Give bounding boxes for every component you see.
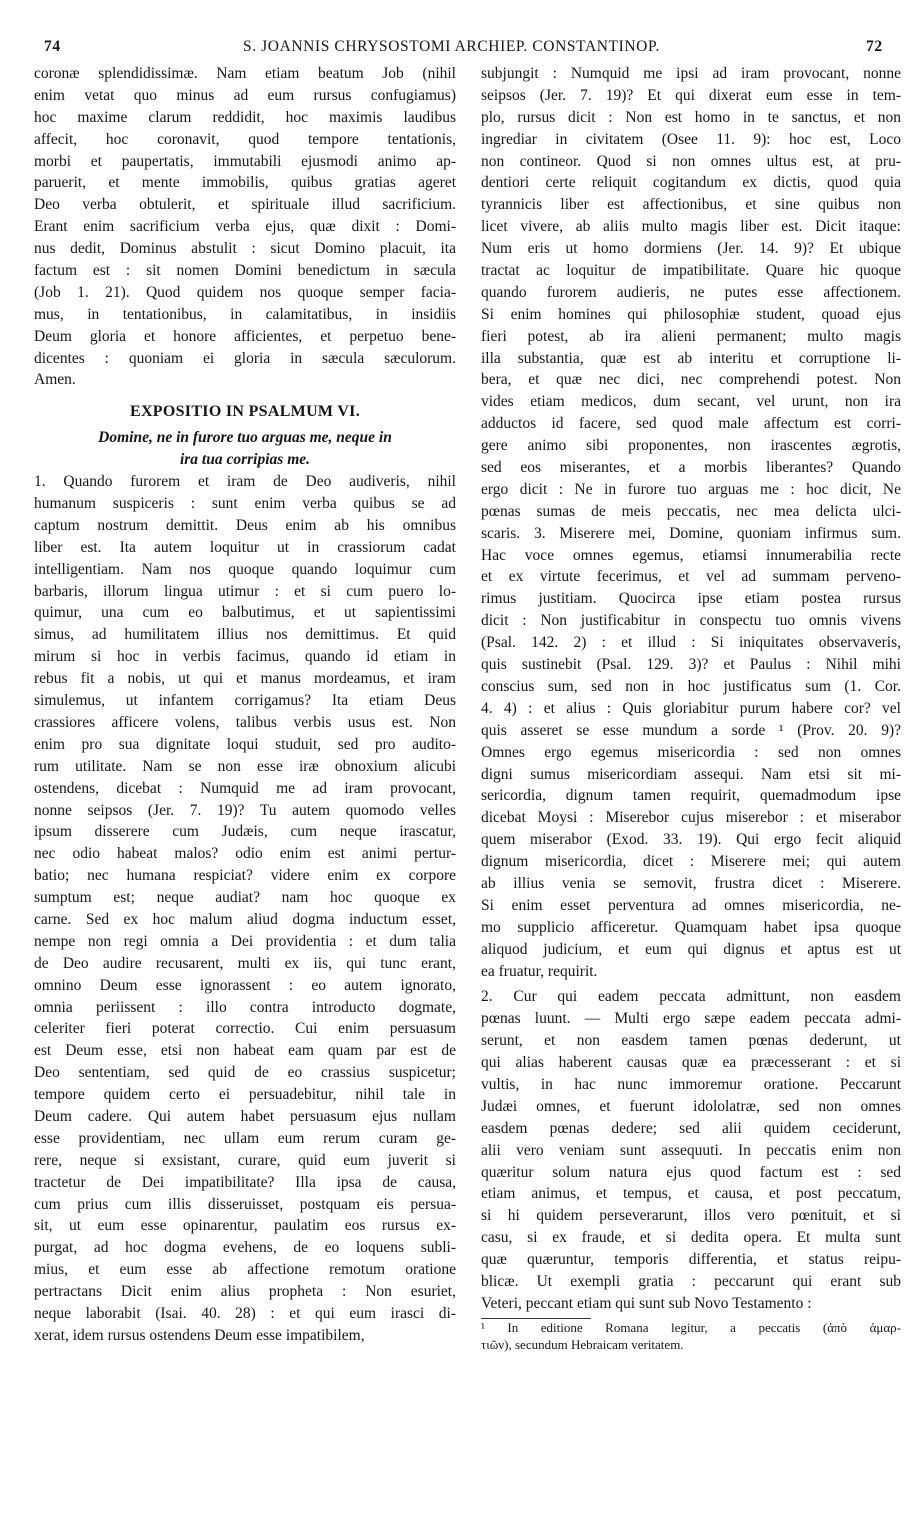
text-line: Deum cadere. Qui autem habet persuasum ejus nullam xyxy=(34,1107,456,1125)
text-line: Erant enim sacrificium verba ejus, quæ dixit : Domi- xyxy=(34,218,456,236)
text-line: plo, rursus dicit : Non est homo in te sanctus, et non xyxy=(481,108,901,126)
text-line: conscius sum, sed non in hoc justificatus sum (1. Cor. xyxy=(481,677,901,695)
text-line: tractetur de Dei impatibilitate? Illa ipsa de causa, xyxy=(34,1173,456,1191)
text-line: ea fruatur, requirit. xyxy=(481,962,598,980)
text-line: qui alias haberent causas quæ ea præcesserant : et si xyxy=(481,1054,901,1072)
text-line: Si enim esset perventura ad omnes misericordia, ne- xyxy=(481,896,901,914)
text-line: subjungit : Numquid me ipsi ad iram provocant, nonne xyxy=(481,65,901,82)
text-line: est Deum esse, etsi non habeat eam quam par est de xyxy=(34,1042,456,1060)
text-line: rimus justitiam. Quocirca ipse etiam postea rursus xyxy=(481,590,901,608)
text-line: bera, et quæ nec dici, nec comprehendi potest. Non xyxy=(481,371,901,389)
paragraph-expositio xyxy=(34,471,456,1347)
footnote xyxy=(481,1319,901,1353)
text-line: adductos id facere, sed quod male affectum est corri- xyxy=(481,415,901,433)
text-line: seipsos (Jer. 7. 19)? Et qui dixerat eum esse in tem- xyxy=(481,86,901,104)
text-line: etiam animus, et tempus, et causa, et post peccatum, xyxy=(481,1185,901,1203)
text-line: Deo sententiam, sed quid de eo crassius suspicetur; xyxy=(34,1064,456,1082)
text-line: dentiori certe reliquit cogitandum ex dictis, quod quia xyxy=(481,174,901,192)
text-line: aliquod judicium, et eum qui dignus et aptus est ut xyxy=(481,940,901,958)
text-line: xerat, idem rursus ostendens Deum esse impatibilem, xyxy=(34,1326,365,1344)
text-line: quæritur solum natura ejus quod factum est : sed xyxy=(481,1163,901,1181)
text-line: gere animo sibi proponentes, non irascentes ægrotis, xyxy=(481,437,901,455)
text-line: captum nostrum demittit. Deus enim ab his omnibus xyxy=(34,516,456,534)
text-line: morbi et paupertatis, immutabili ejusmodi animo ap- xyxy=(34,152,456,170)
paragraph-job xyxy=(34,63,456,391)
page-number-left: 74 xyxy=(44,38,61,55)
text-line: rebus fit a nobis, ut qui et manus mordeamus, et iram xyxy=(34,670,456,688)
text-line: alii vero veniam sunt assequuti. In peccatis enim non xyxy=(481,1141,901,1159)
text-line: dicit : Non justificabitur in conspectu tuo omnis vivens xyxy=(481,612,901,630)
text-line: barbaris, illorum lingua utimur : et si cum puero lo- xyxy=(34,582,456,600)
text-line: sumptum est; neque audiat? nam hoc quoque ex xyxy=(34,889,456,907)
text-line: rere, neque si exsistant, curare, quid eum juverit si xyxy=(34,1151,456,1169)
text-line: neque laborabit (Isai. 40. 28) : et qui eum irasci di- xyxy=(34,1304,456,1322)
running-title: S. JOANNIS CHRYSOSTOMI ARCHIEP. CONSTANTINOP. xyxy=(243,38,660,55)
text-line: sit, ut eum esse opinarentur, paulatim eos rursus ex- xyxy=(34,1217,456,1235)
section-title: EXPOSITIO IN PSALMUM VI. xyxy=(129,403,361,421)
text-line: quis asseret se esse mundum a sorde ¹ (Prov. 20. 9)? xyxy=(481,721,901,739)
text-line: ergo dicit : Ne in furore tuo arguas me : hoc dicit, Ne xyxy=(481,480,901,498)
text-line: easdem pœnas dedere; sed alii quidem ceciderunt, xyxy=(481,1119,901,1137)
text-line: tempore quidem certo ei persuadebitur, nihil tale in xyxy=(34,1086,456,1104)
text-line: licet vivere, ab aliis multo magis liber est. Dicit itaque: xyxy=(481,218,901,236)
text-line: enim pro sua dignitate loqui studuit, sed pro audito- xyxy=(34,735,456,753)
text-line: quando furorem audieris, ne putes esse affectionem. xyxy=(481,283,901,301)
text-line: Judæi omnes, et fuerunt idololatræ, sed non omnes xyxy=(481,1097,901,1115)
text-line: ¹ In editione Romana legitur, a peccatis (ἀπὸ ἁμαρ- xyxy=(481,1319,901,1335)
page-number-right: 72 xyxy=(866,38,883,55)
text-line: tractat ac loquitur de impatibilitate. Quare hic quoque xyxy=(481,262,901,280)
text-line: et ex virtute fecerimus, et vel ad summam perveno- xyxy=(481,568,901,586)
text-line: ingrediar in civitatem (Osee 11. 9): hoc est, Loco xyxy=(481,130,901,148)
text-line: si hi quidem perseverarunt, illos vero pœnituit, et si xyxy=(481,1207,901,1225)
text-line: tyrannicis liber est affectionibus, et sine quibus non xyxy=(481,196,901,214)
text-line: Omnes ergo egemus misericordia : sed non omnes xyxy=(481,743,901,761)
text-line: ira tua corripias me. xyxy=(179,451,311,469)
text-line: pœnas sumas de meis peccatis, nec mea delicta ulci- xyxy=(481,502,901,520)
text-line: paruerit, et mente immobilis, quibus gratias ageret xyxy=(34,174,456,192)
text-line: 1. Quando furorem et iram de Deo audiveris, nihil xyxy=(34,473,456,491)
text-line: mo supplicio afficeretur. Quamquam habet ipsa quoque xyxy=(481,918,901,936)
right-column xyxy=(481,63,901,1353)
text-line: quæ quæruntur, temporis differentia, et status reipu- xyxy=(481,1251,901,1269)
text-line: enim vetat quo minus ad eum rursus confugiamus) xyxy=(34,86,456,104)
text-line: batio; nec humana respiciat? videre enim ex corpore xyxy=(34,867,456,885)
text-line: fieri potest, ab ira alieni permanent; multo magis xyxy=(481,327,901,345)
text-line: Deum gloria et honore afficientes, et perpetuo bene- xyxy=(34,327,456,345)
text-line: nonne seipsos (Jer. 7. 19)? Tu autem quomodo velles xyxy=(34,801,456,819)
text-line: Amen. xyxy=(34,371,76,389)
text-line: omnia periissent : illo contra introducto dogmate, xyxy=(34,998,456,1016)
text-line: dicentes : quoniam ei gloria in sæcula sæculorum. xyxy=(34,349,456,367)
text-line: mus, in tentationibus, in calamitatibus, in insidiis xyxy=(34,305,456,323)
text-line: rum utilitate. Nam se non esse iræ obnoxium alicubi xyxy=(34,757,456,775)
text-line: mirum si hoc in verbis facimus, quando id etiam in xyxy=(34,648,456,666)
text-line: affecit, hoc coronavit, quod tempore tentationis, xyxy=(34,130,456,148)
text-line: ostendens, dicebat : Numquid me ad iram provocant, xyxy=(34,779,456,797)
text-line: de Deo audire recusarent, multi ex iis, qui tunc erant, xyxy=(34,954,456,972)
text-line: casu, si ex fraude, et si dedita opera. Et multa sunt xyxy=(481,1229,901,1247)
text-line: intelligentiam. Nam nos quoque quando loquimur cum xyxy=(34,560,456,578)
text-line: esse providentiam, nec ullam eum rerum curam ge- xyxy=(34,1129,456,1147)
text-line: blicæ. Ut exempli gratia : peccarunt qui erant sub xyxy=(481,1272,901,1290)
text-line: nus dedit, Dominus abstulit : sicut Domino placuit, ita xyxy=(34,240,456,258)
text-line: (Psal. 142. 2) : et illud : Si iniquitates observaveris, xyxy=(481,634,901,652)
text-line: digni sumus misericordiam assequi. Nam etsi sit mi- xyxy=(481,765,901,783)
text-line: mius, et eum esse ab affectione remotum oratione xyxy=(34,1261,456,1279)
text-line: nec odio habeat malos? odio enim est animi pertur- xyxy=(34,845,456,863)
psalm-verse-subtitle xyxy=(34,427,456,471)
text-line: quis sustinebit (Psal. 129. 3)? et Paulus : Nihil mihi xyxy=(481,656,901,674)
text-line: sericordia, dignum tamen requirit, quemadmodum ipse xyxy=(481,787,901,805)
text-line: dicebat Moysi : Miserebor cujus miserebor : et miserabor xyxy=(481,809,901,827)
text-line: humanum suspiceris : sunt enim verba quibus se ad xyxy=(34,495,456,513)
text-line: celeriter fieri poterat correctio. Cui enim persuasum xyxy=(34,1020,456,1038)
text-line: Si enim homines qui philosophiæ student, quoad ejus xyxy=(481,305,901,323)
text-line: Domine, ne in furore tuo arguas me, neque in xyxy=(98,429,392,447)
text-line: ipsum disserere cum Judæis, cum neque irascatur, xyxy=(34,823,456,841)
left-column xyxy=(34,63,456,1347)
text-line: quimur, una cum eo balbutimus, et ut sapientissimi xyxy=(34,604,456,622)
text-line: serunt, et non easdem tamen pœnas dederunt, ut xyxy=(481,1032,901,1050)
text-line: scaris. 3. Miserere mei, Domine, quoniam infirmus sum. xyxy=(481,524,901,542)
text-line: quem miserabor (Exod. 33. 19). Qui ergo fecit aliquid xyxy=(481,831,901,849)
text-line: simulemus, ut infantem corrigamus? Ita etiam Deus xyxy=(34,692,456,710)
text-line: Veteri, peccant etiam qui sunt sub Novo Testamento : xyxy=(481,1294,812,1312)
text-line: factum est : sit nomen Domini benedictum in sæcula xyxy=(34,262,456,280)
text-line: ab illius venia se semovit, frustra dicet : Miserere. xyxy=(481,874,901,892)
text-line: omnino Deum esse ignorassent : eo autem ignorato, xyxy=(34,976,456,994)
text-line: sed eos miserantes, et a morbis liberantes? Quando xyxy=(481,459,901,477)
text-line: vultis, in hac nunc immoremur oratione. Peccarunt xyxy=(481,1075,901,1093)
text-line: purgat, ad hoc dogma evehens, de eo loquens subli- xyxy=(34,1239,456,1257)
text-line: pertractans Dicit enim alius propheta : Non esuriet, xyxy=(34,1283,456,1301)
text-line: crassiores afficere volens, talibus verbis usus est. Non xyxy=(34,713,456,731)
text-line: hoc maxime clarum reddidit, hoc maximis laudibus xyxy=(34,108,456,126)
text-line: coronæ splendidissimæ. Nam etiam beatum Job (nihil xyxy=(34,65,456,82)
text-line: Hac voce omnes egemus, etiamsi innumerabilia recte xyxy=(481,546,901,564)
text-line: 2. Cur qui eadem peccata admittunt, non easdem xyxy=(481,988,901,1006)
text-line: pœnas luunt. — Multi ergo sæpe eadem peccata admi- xyxy=(481,1010,901,1028)
text-line: Num eris ut homo dormiens (Jer. 14. 9)? Et ubique xyxy=(481,240,901,258)
paragraph-peccata xyxy=(481,986,901,1314)
text-line: 4. 4) : et alius : Quis gloriabitur purum habere cor? vel xyxy=(481,699,901,717)
text-line: (Job 1. 21). Quod quidem nos quoque semper facia- xyxy=(34,283,456,301)
text-line: nempe non regi omnia a Dei providentia : et dum talia xyxy=(34,932,456,950)
text-line: non contineor. Quod si non omnes ultus est, at pru- xyxy=(481,152,901,170)
text-line: vides etiam medicos, dum secant, vel urunt, non ira xyxy=(481,393,901,411)
text-line: liber est. Ita autem loquitur ut in crassiorum cadat xyxy=(34,538,456,556)
text-line: τιῶν), secundum Hebraicam veritatem. xyxy=(481,1336,684,1352)
text-line: dignum misericordia, dicet : Miserere mei; qui autem xyxy=(481,853,901,871)
paragraph-impatibilitas xyxy=(481,63,901,982)
text-line: Deo verba obtulerit, et spirituale illud sacrificium. xyxy=(34,196,456,214)
text-line: simus, ad humilitatem illius nos demittimus. Et quid xyxy=(34,626,456,644)
text-line: carne. Sed ex hoc malum aliud dogma inductum esset, xyxy=(34,910,456,928)
text-line: illa substantia, quæ est ab interitu et corruptione li- xyxy=(481,349,901,367)
text-line: cum prius cum illis disseruisset, postquam eis persua- xyxy=(34,1195,456,1213)
